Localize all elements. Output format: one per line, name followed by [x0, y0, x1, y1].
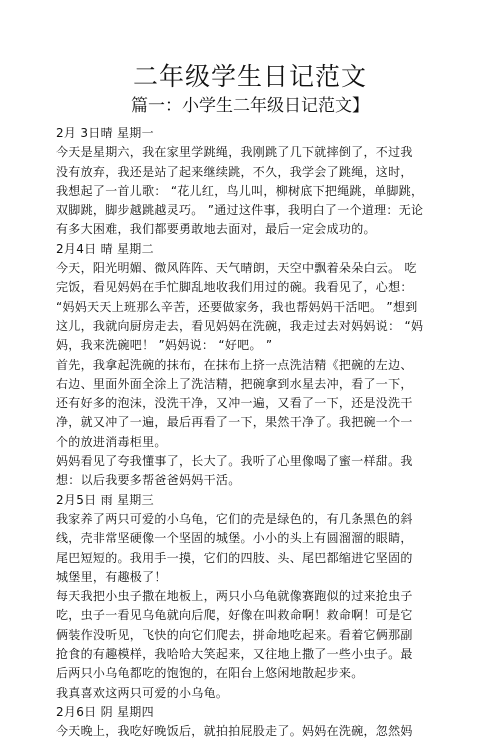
text-line: 2月5日 雨 星期三 — [56, 492, 154, 507]
text-line: 净，就又冲了一遍，最后再看了一下，果然干净了。我把碗一个一 — [56, 415, 413, 430]
text-line: 2月6日 阴 星期四 — [56, 704, 154, 719]
text-line: 我真喜欢这两只可爱的小乌龟。 — [56, 685, 229, 700]
text-line: 2月4日 晴 星期二 — [56, 241, 154, 256]
text-line: 今天是星期六，我在家里学跳绳，我刚跳了几下就摔倒了，不过我 — [56, 145, 413, 160]
text-line: 想：以后我要多帮爸爸妈妈干活。 — [56, 473, 241, 488]
text-line: 我想起了一首儿歌： “花儿红，鸟儿叫，柳树底下把绳跳，单脚跳， — [56, 183, 424, 198]
text-line: 有多大困难，我们都要勇敢地去面对，最后一定会成功的。 — [56, 222, 376, 237]
text-line: 尾巴短短的。我用手一摸，它们的四肢、头、尾巴都缩进它坚固的 — [56, 550, 413, 565]
text-line: 没有放弃，我还是站了起来继续跳，不久，我学会了跳绳，这时， — [56, 164, 413, 179]
text-line: 2月 3日晴 星期一 — [56, 126, 154, 140]
text-line: 这儿，我就向厨房走去，看见妈妈在洗碗，我走过去对妈妈说： “妈 — [56, 318, 424, 333]
text-line: 城堡里，有趣极了！ — [56, 569, 167, 584]
document-subtitle: 篇一：小学生二年级日记范文】 — [131, 96, 369, 116]
text-line: 我家养了两只可爱的小乌龟，它们的壳是绿色的，有几条黑色的斜 — [56, 511, 413, 526]
text-line: 线，壳非常坚硬像一个坚固的城堡。小小的头上有圆溜溜的眼睛， — [56, 531, 413, 546]
text-line: 首先，我拿起洗碗的抹布，在抹布上挤一点洗洁精《把碗的左边、 — [56, 357, 413, 372]
text-line: 每天我把小虫子撒在地板上，两只小乌龟就像赛跑似的过来抢虫子 — [56, 589, 413, 604]
text-line: “妈妈天天上班那么辛苦，还要做家务，我也帮妈妈干活吧。 ”想到 — [56, 299, 418, 314]
text-line: 还有好多的泡沫，没洗干净，又冲一遍，又看了一下，还是没洗干 — [56, 396, 413, 411]
text-line: 今天，阳光明媚、微风阵阵、天气晴朗，天空中飘着朵朵白云。 吃 — [56, 261, 417, 276]
text-line: 后两只小乌龟都吃的饱饱的，在阳台上悠闲地散起步来。 — [56, 666, 364, 681]
text-line: 妈，我来洗碗吧！ ”妈妈说： “好吧。 ” — [56, 338, 273, 353]
text-line: 抢食的有趣模样，我哈哈大笑起来，又往地上撒了一些小虫子。最 — [56, 647, 413, 662]
text-line: 妈妈看见了夸我懂事了，长大了。我听了心里像喝了蜜一样甜。我 — [56, 454, 413, 469]
text-line: 今天晚上，我吃好晚饭后，就拍拍屁股走了。妈妈在洗碗，忽然妈 — [56, 724, 413, 739]
text-line: 右边、里面外面全涂上了洗洁精，把碗拿到水星去冲，看了一下， — [56, 376, 413, 391]
text-line: 俩装作没听见，飞快的向它们爬去，拼命地吃起来。看着它俩那副 — [56, 627, 413, 642]
document-title: 二年级学生日记范文 — [132, 62, 367, 91]
document-body — [56, 124, 451, 742]
text-line: 吃，虫子一看见乌龟就向后爬，好像在叫救命啊！救命啊！可是它 — [56, 608, 413, 623]
text-line: 个的放进消毒柜里。 — [56, 434, 167, 449]
text-line: 双脚跳，脚步越跳越灵巧。 ”通过这件事，我明白了一个道理：无论 — [56, 203, 424, 218]
text-line: 完饭，看见妈妈在手忙脚乱地收我们用过的碗。我看见了，心想： — [56, 280, 413, 295]
